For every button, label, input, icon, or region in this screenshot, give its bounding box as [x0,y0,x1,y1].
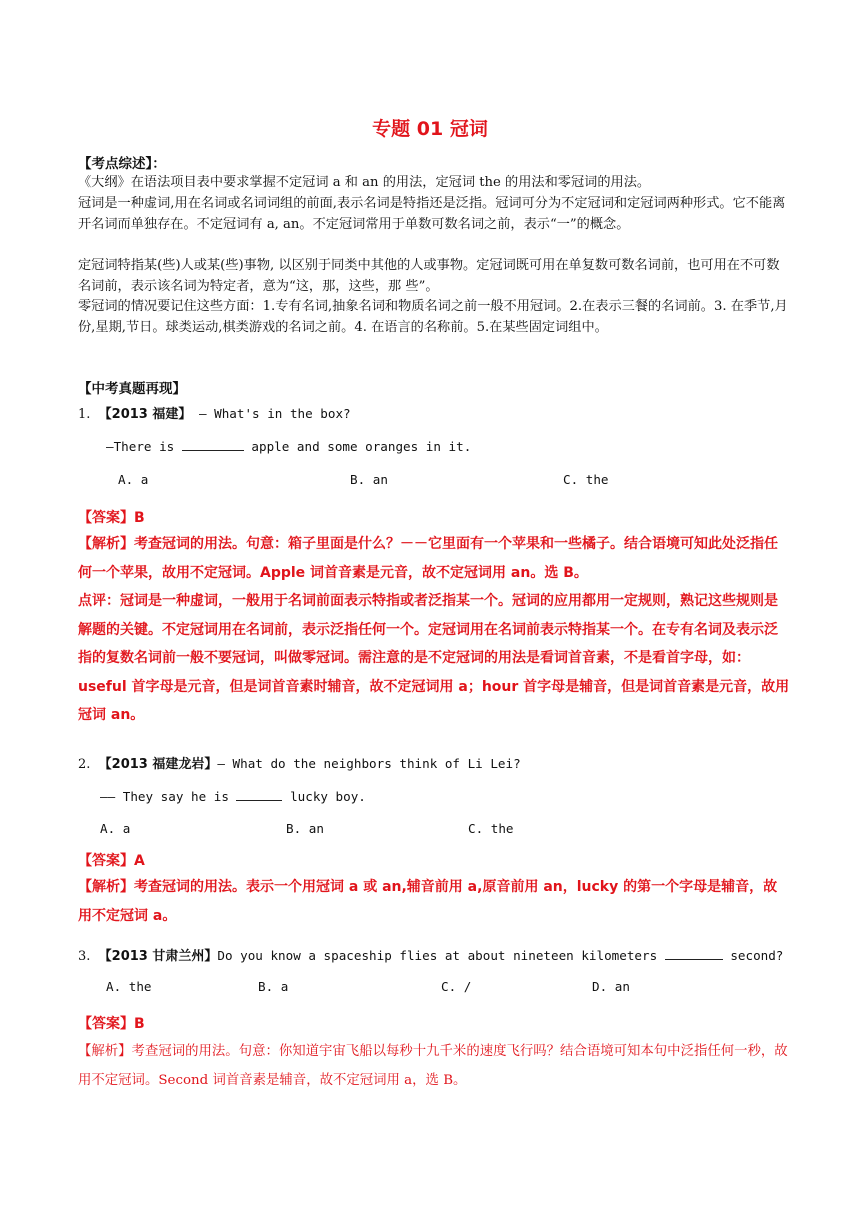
exam-heading: 【中考真题再现】 [78,381,186,397]
summary-paragraph-3: 定冠词特指某(些)人或某(些)事物, 以区别于同类中其他的人或事物。定冠词既可用在单复数可数名词前，也可用在不可数名词前，表示该名词为特定者，意为“这，那，这些，那 些”。 [78,258,780,294]
answer-blank [236,788,282,801]
option-a: A. a [100,821,131,836]
option-b: B. an [350,472,388,487]
explanation-text: 【解析】考查冠词的用法。句意：你知道宇宙飞船以每秒十九千米的速度飞行吗？结合语境可知本句中泛指任何一秒，故用不定冠词。Second 词首音素是辅音，故不定冠词用 a，选 B。 [78,1044,788,1088]
answer-label: 【答案】B [78,1016,145,1032]
summary-paragraph-2: 冠词是一种虚词,用在名词或名词词组的前面,表示名词是特指还是泛指。冠词可分为不定冠词和定冠词两种形式。它不能离开名词而单独存在。不定冠词有 a, an。不定冠词常用于单数可数名词之前，表示“一”的概念。 [78,196,786,232]
question-source-tag: 【2013 福建】 [98,407,192,422]
option-b: B. an [286,821,324,836]
question-1-line-2 [106,438,471,455]
option-c: C. the [468,821,514,836]
summary-heading: 【考点综述】： [78,156,166,172]
option-a: A. the [106,979,152,994]
question-text: —There is [106,439,182,454]
option-d: D. an [592,979,630,994]
question-text: Do you know a spaceship flies at about nineteen kilometers [217,948,665,963]
question-3-line-1 [78,945,783,964]
question-number: 2. [78,757,91,772]
question-text: — What's in the box? [191,406,351,421]
question-number: 1. [78,407,91,422]
option-c: C. / [441,979,472,994]
answer-label: 【答案】B [78,510,145,526]
option-a: A. a [118,472,149,487]
answer-blank [665,947,723,960]
option-c: C. the [563,472,609,487]
question-2-line-2 [100,788,366,805]
explanation-text: 【解析】考查冠词的用法。句意：箱子里面是什么？－－它里面有一个苹果和一些橘子。结合语境可知此处泛指任何一个苹果，故用不定冠词。Apple 词首音素是元音，故不定冠词用 an。选 B。 [78,536,778,581]
page-title: 专题 01 冠词 [372,118,488,140]
question-text: apple and some oranges in it. [243,439,472,454]
question-source-tag: 【2013 甘肃兰州】 [98,949,218,964]
summary-paragraph-1: 《大纲》在语法项目表中要求掌握不定冠词 a 和 an 的用法，定冠词 the 的用法和零冠词的用法。 [78,175,651,190]
question-number: 3. [78,949,91,964]
question-source-tag: 【2013 福建龙岩】 [98,757,218,772]
question-text: —— They say he is [100,789,237,804]
summary-paragraph-4: 零冠词的情况要记住这些方面：1.专有名词,抽象名词和物质名词之前一般不用冠词。2.在表示三餐的名词前。3. 在季节,月份,星期,节日。球类运动,棋类游戏的名词之前。4. 在语言的名称前。5.在某些固定词组中。 [78,299,788,335]
question-1-line-1 [78,403,351,422]
question-2-line-1 [78,753,521,772]
explanation-text: 【解析】考查冠词的用法。表示一个用冠词 a 或 an,辅音前用 a,原音前用 an，lucky 的第一个字母是辅音，故用不定冠词 a。 [78,879,778,924]
comment-text: 点评：冠词是一种虚词，一般用于名词前面表示特指或者泛指某一个。冠词的应用都用一定规则，熟记这些规则是解题的关键。不定冠词用在名词前，表示泛指任何一个。定冠词用在名词前表示特指某一个。在专有名词及表示泛指的复数名词前一般不要冠词，叫做零冠词。需注意的是不定冠词的用法是看词首音素，不是看首字母，如：useful 首字母是元音，但是词首音素时辅音，故不定冠词用 a；hour 首字母是辅音，但是词首音素是元音，故用冠词 an。 [78,593,790,723]
question-text: — What do the neighbors think of Li Lei? [217,756,521,771]
option-b: B. a [258,979,289,994]
question-text: lucky boy. [282,789,366,804]
question-text: second? [722,948,784,963]
answer-blank [182,438,244,451]
answer-label: 【答案】A [78,853,145,869]
